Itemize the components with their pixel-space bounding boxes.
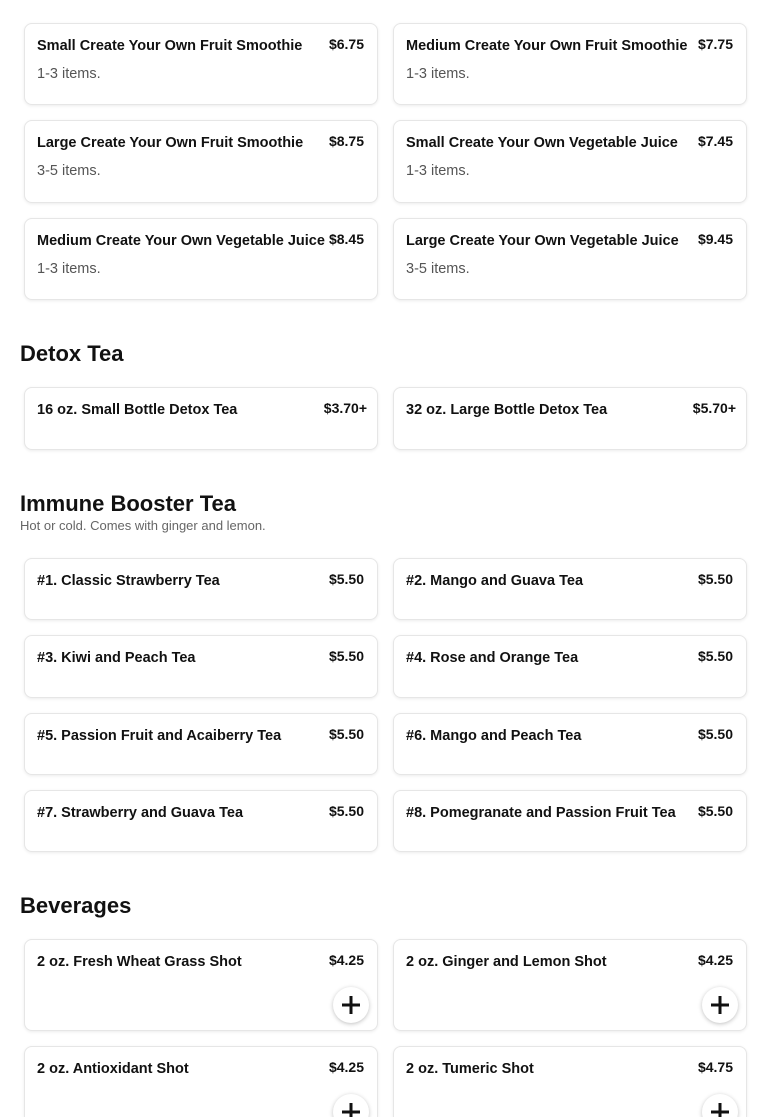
menu-item-description: 1-3 items.	[37, 66, 101, 82]
menu-item-name: Large Create Your Own Vegetable Juice	[406, 233, 679, 249]
menu-item-name: 2 oz. Antioxidant Shot	[37, 1061, 189, 1077]
menu-item-name: Medium Create Your Own Fruit Smoothie	[406, 38, 688, 54]
menu-item-name: #3. Kiwi and Peach Tea	[37, 650, 196, 666]
menu-item-price: $4.25	[697, 952, 733, 968]
section-title-detox-tea: Detox Tea	[20, 341, 124, 366]
menu-item-price: $4.25	[328, 952, 364, 968]
menu-item-name: #5. Passion Fruit and Acaiberry Tea	[37, 728, 282, 744]
menu-item-name: Medium Create Your Own Vegetable Juice	[37, 233, 325, 249]
menu-item-price: $5.70+	[692, 400, 736, 416]
menu-item-card[interactable]	[393, 120, 747, 203]
menu-item-price: $8.45	[328, 231, 364, 247]
menu-item-price: $6.75	[328, 36, 364, 52]
section-title-immune-booster-tea: Immune Booster Tea	[20, 491, 236, 516]
menu-item-name: #8. Pomegranate and Passion Fruit Tea	[406, 805, 676, 821]
menu-item-card[interactable]	[24, 387, 378, 450]
menu-item-description: 3-5 items.	[406, 261, 470, 277]
menu-item-price: $7.75	[697, 36, 733, 52]
menu-item-card[interactable]	[393, 713, 747, 775]
menu-item-name: 2 oz. Tumeric Shot	[406, 1061, 534, 1077]
menu-item-price: $5.50	[328, 571, 364, 587]
menu-item-card[interactable]	[24, 939, 378, 1031]
menu-item-price: $5.50	[328, 726, 364, 742]
menu-item-description: 1-3 items.	[37, 261, 101, 277]
menu-item-price: $5.50	[328, 648, 364, 664]
section-title-beverages: Beverages	[20, 893, 132, 918]
menu-item-name: Large Create Your Own Fruit Smoothie	[37, 135, 304, 151]
menu-item-description: 3-5 items.	[37, 163, 101, 179]
menu-item-description: 1-3 items.	[406, 163, 470, 179]
menu-item-card[interactable]	[393, 558, 747, 620]
menu-item-price: $4.75	[697, 1059, 733, 1075]
menu-item-name: #7. Strawberry and Guava Tea	[37, 805, 244, 821]
menu-item-card[interactable]	[24, 558, 378, 620]
menu-item-card[interactable]	[24, 635, 378, 698]
menu-item-name: #1. Classic Strawberry Tea	[37, 573, 220, 589]
add-to-cart-button[interactable]	[333, 987, 369, 1023]
menu-item-price: $7.45	[697, 133, 733, 149]
menu-item-name: 2 oz. Fresh Wheat Grass Shot	[37, 954, 242, 970]
menu-item-card[interactable]	[24, 1046, 378, 1117]
menu-item-card[interactable]	[24, 120, 378, 203]
plus-icon	[711, 1103, 729, 1117]
add-to-cart-button[interactable]	[702, 1094, 738, 1117]
menu-item-card[interactable]	[24, 713, 378, 775]
menu-item-card[interactable]	[393, 1046, 747, 1117]
menu-item-card[interactable]	[393, 23, 747, 105]
menu-item-card[interactable]	[24, 790, 378, 852]
menu-item-price: $5.50	[697, 803, 733, 819]
menu-item-price: $3.70+	[323, 400, 367, 416]
plus-icon	[342, 1103, 360, 1117]
section-description: Hot or cold. Comes with ginger and lemon.	[20, 518, 266, 533]
menu-item-card[interactable]	[24, 23, 378, 105]
add-to-cart-button[interactable]	[702, 987, 738, 1023]
menu-item-card[interactable]	[393, 635, 747, 698]
add-to-cart-button[interactable]	[333, 1094, 369, 1117]
menu-item-price: $5.50	[328, 803, 364, 819]
menu-item-card[interactable]	[393, 790, 747, 852]
menu-item-name: #2. Mango and Guava Tea	[406, 573, 584, 589]
menu-item-price: $5.50	[697, 571, 733, 587]
menu-item-price: $9.45	[697, 231, 733, 247]
plus-icon	[711, 996, 729, 1014]
menu-item-price: $5.50	[697, 726, 733, 742]
menu-item-name: Small Create Your Own Vegetable Juice	[406, 135, 678, 151]
menu-item-card[interactable]	[24, 218, 378, 300]
menu-item-card[interactable]	[393, 387, 747, 450]
menu-item-card[interactable]	[393, 218, 747, 300]
menu-item-name: #6. Mango and Peach Tea	[406, 728, 582, 744]
menu-item-name: 32 oz. Large Bottle Detox Tea	[406, 402, 608, 418]
menu-item-name: 16 oz. Small Bottle Detox Tea	[37, 402, 238, 418]
menu-item-card[interactable]	[393, 939, 747, 1031]
plus-icon	[342, 996, 360, 1014]
menu-item-price: $8.75	[328, 133, 364, 149]
menu-item-name: 2 oz. Ginger and Lemon Shot	[406, 954, 607, 970]
menu-item-description: 1-3 items.	[406, 66, 470, 82]
menu-item-price: $5.50	[697, 648, 733, 664]
menu-item-name: #4. Rose and Orange Tea	[406, 650, 579, 666]
menu-item-price: $4.25	[328, 1059, 364, 1075]
menu-item-name: Small Create Your Own Fruit Smoothie	[37, 38, 303, 54]
